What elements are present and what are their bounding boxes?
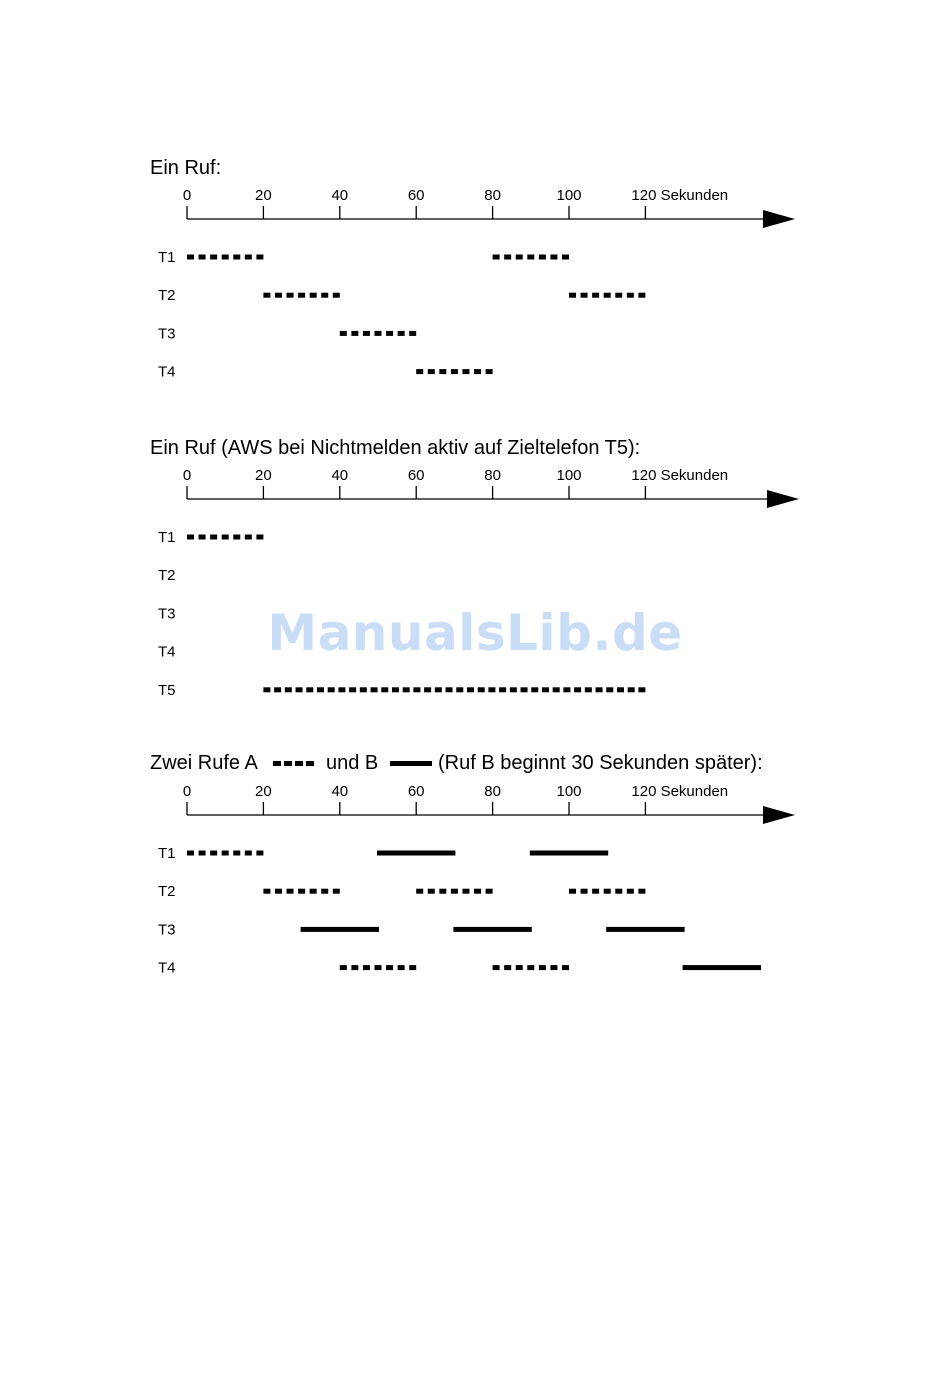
axis-tick-label: 20 (255, 187, 272, 204)
axis-tick-label: 80 (484, 467, 501, 484)
ring-segment-solid (606, 927, 684, 932)
axis-tick-label: 80 (484, 187, 501, 204)
ring-segment-dotted (569, 889, 645, 894)
section-single-call (150, 157, 795, 381)
row-label: T3 (158, 921, 176, 939)
ring-segment-solid (301, 927, 379, 932)
row-label: T4 (158, 959, 176, 977)
legend-solid-line-icon (390, 761, 432, 766)
axis-tick-label: 40 (331, 467, 349, 484)
row-label: T1 (158, 845, 176, 862)
ring-segment-dotted (263, 293, 339, 298)
ring-segment-solid (453, 927, 531, 932)
axis-arrow-icon (763, 806, 795, 824)
ring-segment-dotted (340, 331, 416, 336)
row-label: T3 (158, 605, 176, 623)
legend-dotted-line-icon (273, 761, 314, 766)
axis-tick-label: 40 (331, 187, 349, 204)
row-label: T2 (158, 883, 176, 901)
section-title: Ein Ruf (AWS bei Nichtmelden aktiv auf Zieltelefon T5): (150, 437, 641, 459)
row-label: T2 (158, 287, 176, 305)
axis-tick-label: 120 Sekunden (631, 783, 729, 800)
axis-tick-label: 100 (556, 467, 582, 484)
section-title-part-b: und B (326, 752, 379, 774)
time-axis (183, 187, 795, 228)
ring-segment-dotted (263, 889, 339, 894)
section-title: Ein Ruf: (150, 157, 222, 179)
axis-tick-label: 0 (182, 467, 192, 484)
axis-tick-label: 0 (182, 187, 192, 204)
ring-segment-dotted (263, 687, 645, 692)
axis-tick-label: 120 Sekunden (631, 187, 729, 204)
section-two-calls (150, 752, 795, 977)
ring-segment-dotted (187, 535, 263, 540)
ring-segment-dotted (187, 255, 263, 260)
ring-segment-dotted (416, 889, 492, 894)
ring-segment-dotted (416, 369, 492, 374)
row-label: T4 (158, 643, 176, 661)
ring-segment-dotted (493, 965, 569, 970)
row-label: T4 (158, 363, 176, 381)
axis-tick-label: 60 (407, 187, 425, 204)
ring-segment-solid (683, 965, 761, 970)
ring-segment-dotted (493, 255, 569, 260)
axis-tick-label: 40 (331, 783, 349, 800)
axis-tick-label: 60 (407, 467, 425, 484)
section-title-part-c: (Ruf B beginnt 30 Sekunden später): (438, 752, 763, 774)
ring-segment-dotted (340, 965, 416, 970)
time-axis (183, 467, 799, 508)
axis-tick-label: 20 (255, 467, 272, 484)
row-label: T5 (158, 681, 176, 699)
ring-segment-solid (377, 851, 455, 856)
row-label: T1 (158, 249, 176, 266)
axis-tick-label: 100 (556, 783, 582, 800)
watermark: ManualsLib.de (267, 604, 683, 662)
axis-tick-label: 0 (182, 783, 192, 800)
ring-segment-solid (530, 851, 608, 856)
axis-tick-label: 80 (484, 783, 501, 800)
axis-tick-label: 20 (255, 783, 272, 800)
axis-tick-label: 60 (407, 783, 425, 800)
axis-tick-label: 100 (556, 187, 582, 204)
ring-segment-dotted (187, 851, 263, 856)
ring-segment-dotted (569, 293, 645, 298)
section-title-part-a: Zwei Rufe A (150, 752, 258, 774)
section-call-forward (150, 437, 799, 699)
row-label: T2 (158, 567, 176, 585)
axis-arrow-icon (767, 490, 799, 508)
row-label: T3 (158, 325, 176, 343)
axis-tick-label: 120 Sekunden (631, 467, 729, 484)
row-label: T1 (158, 529, 176, 546)
axis-arrow-icon (763, 210, 795, 228)
time-axis (183, 783, 795, 824)
